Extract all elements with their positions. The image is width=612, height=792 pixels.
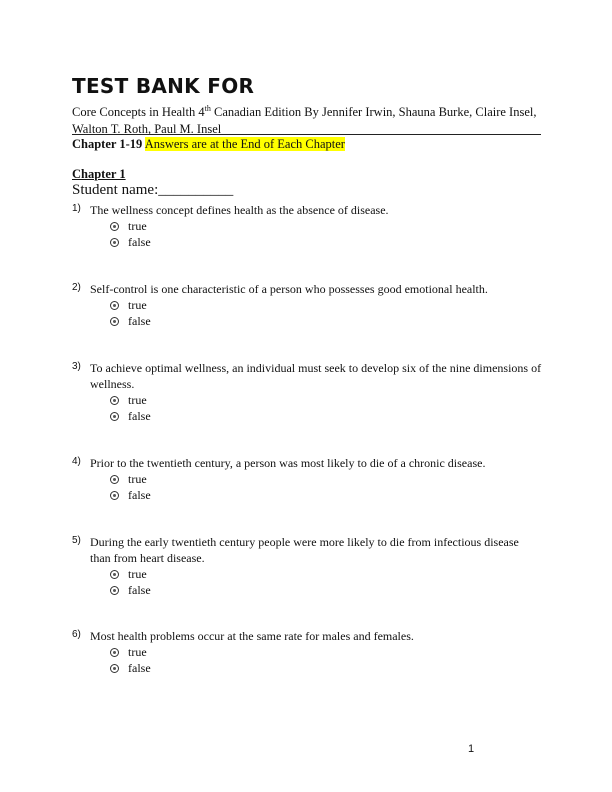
chapter-heading: Chapter 1 <box>72 167 126 181</box>
option-false[interactable] <box>110 487 542 503</box>
option-label: false <box>128 408 151 423</box>
option-true[interactable] <box>110 392 542 408</box>
option-label: false <box>128 234 151 249</box>
option-label: true <box>128 644 147 659</box>
question-text: Most health problems occur at the same rate for males and females. <box>90 629 414 643</box>
radio-icon[interactable] <box>110 491 119 500</box>
radio-icon[interactable] <box>110 570 119 579</box>
question-text: Prior to the twentieth century, a person was most likely to die of a chronic disease. <box>90 456 486 470</box>
option-true[interactable] <box>110 644 542 660</box>
option-label: true <box>128 218 147 233</box>
option-true[interactable] <box>110 218 542 234</box>
option-true[interactable] <box>110 566 542 582</box>
subtitle-line2: Walton T. Roth, Paul M. Insel <box>72 122 222 137</box>
option-true[interactable] <box>110 297 542 313</box>
option-false[interactable] <box>110 234 542 250</box>
book-subtitle <box>72 100 542 138</box>
option-label: false <box>128 487 151 502</box>
question-number: 1) <box>72 203 81 214</box>
radio-icon[interactable] <box>110 396 119 405</box>
option-true[interactable] <box>110 471 542 487</box>
question-6 <box>72 628 542 676</box>
option-label: false <box>128 313 151 328</box>
radio-icon[interactable] <box>110 648 119 657</box>
subtitle-line1-pre: Core Concepts in Health 4 <box>72 105 205 120</box>
option-label: true <box>128 297 147 312</box>
option-label: true <box>128 471 147 486</box>
radio-icon[interactable] <box>110 412 119 421</box>
page-number: 1 <box>468 743 475 755</box>
question-number: 3) <box>72 361 81 372</box>
option-label: false <box>128 660 151 675</box>
question-text: During the early twentieth century people were more likely to die from infectious disease than from heart disease. <box>90 535 519 565</box>
test-bank-title: TEST BANK FOR <box>72 74 255 98</box>
student-name-line: Student name:__________ <box>72 182 234 198</box>
radio-icon[interactable] <box>110 475 119 484</box>
option-label: true <box>128 566 147 581</box>
answers-note-highlight: Answers are at the End of Each Chapter <box>144 137 345 151</box>
radio-icon[interactable] <box>110 317 119 326</box>
question-text: To achieve optimal wellness, an individual must seek to develop six of the nine dimensions of wellness. <box>90 361 542 391</box>
radio-icon[interactable] <box>110 238 119 247</box>
option-false[interactable] <box>110 408 542 424</box>
subtitle-superscript: th <box>204 104 211 113</box>
option-false[interactable] <box>110 313 542 329</box>
question-number: 5) <box>72 535 81 546</box>
option-false[interactable] <box>110 582 542 598</box>
option-false[interactable] <box>110 660 542 676</box>
chapter-range <box>72 136 345 152</box>
radio-icon[interactable] <box>110 301 119 310</box>
subtitle-line1-post: Canadian Edition By Jennifer Irwin, Shauna Burke, Claire Insel, <box>210 105 537 120</box>
radio-icon[interactable] <box>110 586 119 595</box>
question-1 <box>72 202 542 250</box>
option-label: true <box>128 392 147 407</box>
radio-icon[interactable] <box>110 222 119 231</box>
question-number: 6) <box>72 629 81 640</box>
question-5 <box>72 534 542 598</box>
question-4 <box>72 455 542 503</box>
question-number: 2) <box>72 282 81 293</box>
question-text: Self-control is one characteristic of a person who possesses good emotional health. <box>90 282 488 296</box>
radio-icon[interactable] <box>110 664 119 673</box>
question-text: The wellness concept defines health as the absence of disease. <box>90 203 389 217</box>
question-3 <box>72 360 542 424</box>
option-label: false <box>128 582 151 597</box>
header-divider <box>72 134 541 135</box>
question-2 <box>72 281 542 329</box>
question-number: 4) <box>72 456 81 467</box>
chapter-range-label: Chapter 1-19 <box>72 137 143 151</box>
